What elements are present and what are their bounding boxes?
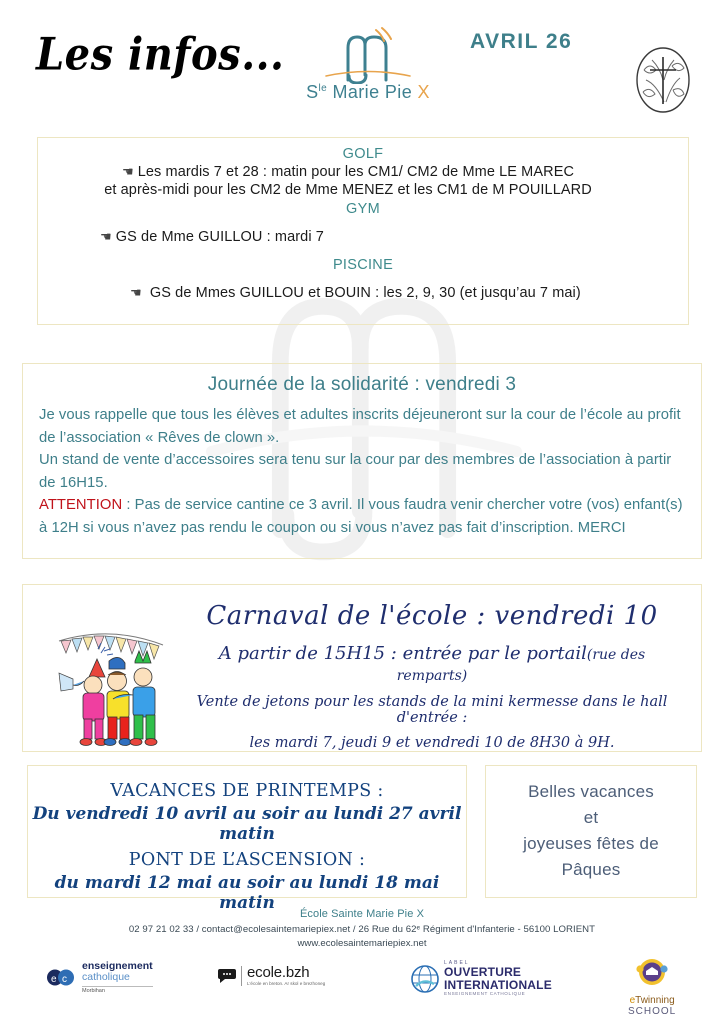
activities-box bbox=[37, 137, 689, 325]
golf-line-1 bbox=[38, 164, 688, 180]
ec-logo-icon bbox=[46, 969, 76, 986]
svg-text:e: e bbox=[51, 974, 57, 986]
greetings-box bbox=[485, 765, 697, 898]
svg-text:c: c bbox=[62, 974, 67, 986]
gym-line-1-text: GS de Mme GUILLOU : mardi 7 bbox=[115, 229, 324, 245]
carnaval-line-3: les mardi 7, jeudi 9 et vendredi 10 de 8H30 à 9H. bbox=[249, 735, 615, 751]
golf-line-1-text: Les mardis 7 et 28 : matin pour les CM1/ CM2 de Mme LE MAREC bbox=[137, 164, 575, 180]
carnaval-line-1 bbox=[183, 643, 681, 685]
partner-enseignement-catholique bbox=[46, 961, 153, 994]
solidarity-paragraph-1: Je vous rappelle que tous les élèves et adultes inscrits déjeuneront sur la cour de l’école au profit de l’association « Rêves de clown ». bbox=[39, 407, 681, 446]
etwinning-school-label: SCHOOL bbox=[628, 1006, 677, 1017]
oi-label-1: OUVERTURE bbox=[444, 965, 522, 980]
oi-label-2: INTERNATIONALE bbox=[444, 977, 552, 992]
oi-label-0: LABEL bbox=[444, 960, 470, 966]
vacances-dates-2: du mardi 12 mai au soir au lundi 18 mai matin bbox=[54, 873, 440, 913]
logo-text-prefix: S bbox=[306, 82, 319, 102]
vacances-dates-1: Du vendredi 10 avril au soir au lundi 27 avril matin bbox=[32, 804, 462, 844]
ec-label-line-3: Morbihan bbox=[82, 986, 153, 994]
solidarity-box bbox=[22, 363, 702, 559]
oi-label-3: ENSEIGNEMENT CATHOLIQUE bbox=[444, 991, 526, 997]
golf-line-2: et après-midi pour les CM2 de Mme MENEZ et les CM1 de M POUILLARD bbox=[104, 182, 592, 198]
pointing-hand-icon: ☚ bbox=[130, 285, 142, 300]
logo-text-sup: le bbox=[318, 83, 328, 94]
golf-heading: GOLF bbox=[342, 146, 384, 162]
carnaval-title: Carnaval de l'école : vendredi 10 bbox=[206, 601, 658, 631]
footer-contact-line: 02 97 21 02 33 / contact@ecolesaintemariepiex.net / 26 Rue du 62ᵉ Régiment d'Infanterie - 56100 LORIENT bbox=[128, 924, 596, 935]
footer-school-name: École Sainte Marie Pie X bbox=[299, 908, 425, 920]
bzh-tagline: L'école en breton. Ar skol e brezhoneg bbox=[247, 981, 326, 986]
greetings-line-4: Pâques bbox=[561, 860, 621, 879]
solidarity-paragraph-3 bbox=[39, 494, 685, 539]
carnival-children-icon bbox=[51, 615, 171, 747]
partner-ecole-bzh bbox=[218, 965, 325, 987]
piscine-line-1-text: GS de Mmes GUILLOU et BOUIN : les 2, 9, 30 (et jusqu’au 7 mai) bbox=[149, 285, 581, 301]
school-logo-mark bbox=[324, 26, 412, 84]
carnaval-box bbox=[22, 584, 702, 752]
vacances-heading-1: VACANCES DE PRINTEMPS : bbox=[110, 781, 384, 801]
page-title: Les infos... bbox=[36, 28, 285, 81]
divider bbox=[241, 966, 242, 986]
pointing-hand-icon: ☚ bbox=[121, 164, 134, 179]
carnaval-line-1-small: (rue des remparts) bbox=[396, 647, 646, 684]
globe-icon bbox=[410, 964, 440, 994]
school-logo-text bbox=[288, 82, 448, 103]
month-label: AVRIL 26 bbox=[470, 30, 573, 53]
speech-bubble-icon bbox=[218, 968, 236, 983]
greetings-line-1: Belles vacances bbox=[528, 782, 654, 801]
gym-line-1 bbox=[38, 229, 688, 245]
logo-text-main: Marie Pie bbox=[332, 82, 418, 102]
solidarity-paragraph-2: Un stand de vente d’accessoires sera tenu sur la cour par des membres de l’association à partir de 16H15. bbox=[39, 452, 672, 491]
vacances-heading-2: PONT DE L’ASCENSION : bbox=[128, 850, 366, 870]
vacances-box bbox=[27, 765, 467, 913]
ec-label-line-2: catholique bbox=[82, 971, 130, 984]
footer-website[interactable]: www.ecolesaintemariepiex.net bbox=[297, 938, 427, 949]
carnaval-line-2: Vente de jetons pour les stands de la mini kermesse dans le hall d'entrée : bbox=[196, 694, 668, 726]
partner-ouverture-internationale bbox=[410, 961, 552, 997]
attention-text: : Pas de service cantine ce 3 avril. Il vous faudra venir chercher votre (vos) enfant(s) à 12H si vous n’avez pas rendu le coupon ou si vous n’avez pas fait d’inscription. MERCI bbox=[39, 497, 683, 536]
partner-logos bbox=[0, 955, 724, 1017]
piscine-heading: PISCINE bbox=[332, 257, 394, 273]
bzh-label: ecole.bzh bbox=[247, 964, 310, 981]
greetings-line-2: et bbox=[583, 808, 599, 827]
pointing-hand-icon: ☚ bbox=[100, 229, 112, 244]
etwinning-label bbox=[628, 995, 676, 1006]
ec-label-line-1: enseignement bbox=[82, 960, 153, 972]
piscine-line-1 bbox=[38, 285, 688, 301]
school-logo bbox=[288, 26, 448, 103]
solidarity-title: Journée de la solidarité : vendredi 3 bbox=[207, 374, 517, 395]
partner-etwinning-school bbox=[628, 957, 676, 1017]
etwinning-label-e: e bbox=[629, 995, 636, 1006]
carnaval-line-1-main: A partir de 15H15 : entrée par le portail bbox=[218, 643, 587, 664]
etwinning-label-rest: Twinning bbox=[635, 995, 675, 1006]
attention-label: ATTENTION bbox=[39, 497, 123, 513]
etwinning-school-badge-icon bbox=[630, 957, 674, 989]
logo-text-x: X bbox=[417, 82, 430, 102]
easter-egg-icon bbox=[634, 40, 692, 114]
greetings-line-3: joyeuses fêtes de bbox=[523, 834, 659, 853]
page-header bbox=[0, 0, 724, 128]
gym-heading: GYM bbox=[346, 201, 380, 217]
